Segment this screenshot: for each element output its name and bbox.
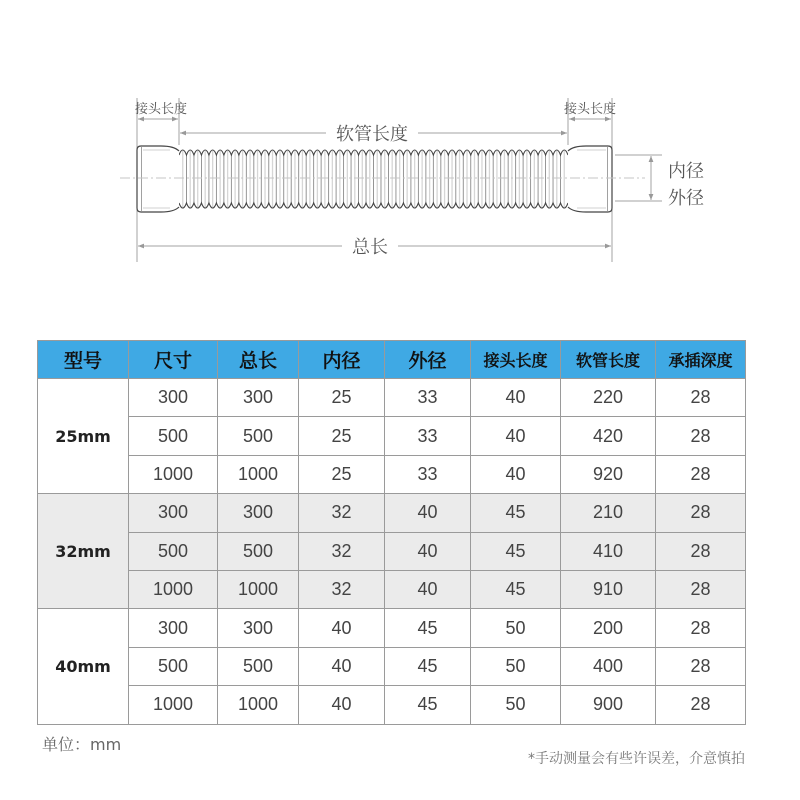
cell-inner-diameter: 32 bbox=[299, 570, 385, 608]
cell-inner-diameter: 40 bbox=[299, 609, 385, 647]
header-joint-length: 接头长度 bbox=[471, 341, 561, 379]
cell-size: 300 bbox=[129, 494, 218, 532]
cell-outer-diameter: 45 bbox=[385, 609, 471, 647]
unit-note: 单位：mm bbox=[42, 735, 122, 754]
cell-total-length: 300 bbox=[218, 609, 299, 647]
cell-socket-depth: 28 bbox=[656, 379, 746, 417]
cell-hose-length: 210 bbox=[561, 494, 656, 532]
cell-joint-length: 50 bbox=[471, 609, 561, 647]
header-hose-length: 软管长度 bbox=[561, 341, 656, 379]
cell-total-length: 500 bbox=[218, 417, 299, 455]
table-body bbox=[38, 379, 746, 725]
inner-diameter-label: 内径 bbox=[668, 161, 704, 182]
cell-inner-diameter: 40 bbox=[299, 647, 385, 685]
header-model: 型号 bbox=[38, 341, 129, 379]
cell-inner-diameter: 25 bbox=[299, 455, 385, 493]
cell-joint-length: 40 bbox=[471, 417, 561, 455]
cell-hose-length: 220 bbox=[561, 379, 656, 417]
header-outer-diameter: 外径 bbox=[385, 341, 471, 379]
cell-joint-length: 45 bbox=[471, 532, 561, 570]
outer-diameter-label: 外径 bbox=[668, 188, 704, 209]
cell-total-length: 1000 bbox=[218, 570, 299, 608]
table-row bbox=[38, 570, 746, 608]
cell-joint-length: 50 bbox=[471, 647, 561, 685]
table-header bbox=[38, 341, 746, 379]
cell-socket-depth: 28 bbox=[656, 570, 746, 608]
cell-size: 500 bbox=[129, 532, 218, 570]
cell-total-length: 300 bbox=[218, 379, 299, 417]
cell-hose-length: 920 bbox=[561, 455, 656, 493]
total-length-label: 总长 bbox=[352, 237, 388, 258]
cell-socket-depth: 28 bbox=[656, 647, 746, 685]
spec-table bbox=[37, 340, 746, 725]
cell-size: 300 bbox=[129, 379, 218, 417]
cell-total-length: 500 bbox=[218, 532, 299, 570]
cell-outer-diameter: 40 bbox=[385, 494, 471, 532]
cell-joint-length: 50 bbox=[471, 686, 561, 724]
left-connector bbox=[137, 146, 179, 212]
cell-outer-diameter: 33 bbox=[385, 455, 471, 493]
cell-inner-diameter: 25 bbox=[299, 379, 385, 417]
cell-socket-depth: 28 bbox=[656, 532, 746, 570]
cell-size: 1000 bbox=[129, 686, 218, 724]
cell-joint-length: 45 bbox=[471, 494, 561, 532]
header-socket-depth: 承插深度 bbox=[656, 341, 746, 379]
table-row bbox=[38, 609, 746, 647]
cell-outer-diameter: 40 bbox=[385, 532, 471, 570]
cell-inner-diameter: 32 bbox=[299, 494, 385, 532]
measurement-disclaimer: *手动测量会有些许误差，介意慎拍 bbox=[528, 751, 745, 767]
table-row bbox=[38, 417, 746, 455]
table-row bbox=[38, 379, 746, 417]
cell-socket-depth: 28 bbox=[656, 609, 746, 647]
cell-hose-length: 200 bbox=[561, 609, 656, 647]
cell-inner-diameter: 32 bbox=[299, 532, 385, 570]
table-row bbox=[38, 494, 746, 532]
left-joint-length-label: 接头长度 bbox=[134, 102, 188, 117]
cell-model: 25mm bbox=[38, 379, 129, 494]
right-joint-length-label: 接头长度 bbox=[563, 102, 617, 117]
table-row bbox=[38, 532, 746, 570]
cell-outer-diameter: 33 bbox=[385, 379, 471, 417]
cell-hose-length: 420 bbox=[561, 417, 656, 455]
cell-total-length: 300 bbox=[218, 494, 299, 532]
cell-model: 40mm bbox=[38, 609, 129, 724]
cell-hose-length: 400 bbox=[561, 647, 656, 685]
hose-length-label: 软管长度 bbox=[336, 124, 408, 145]
cell-inner-diameter: 40 bbox=[299, 686, 385, 724]
cell-outer-diameter: 33 bbox=[385, 417, 471, 455]
cell-outer-diameter: 40 bbox=[385, 570, 471, 608]
cell-size: 1000 bbox=[129, 570, 218, 608]
cell-outer-diameter: 45 bbox=[385, 647, 471, 685]
corrugated-hose-section bbox=[179, 150, 568, 208]
cell-total-length: 1000 bbox=[218, 455, 299, 493]
table-header-row bbox=[38, 341, 746, 379]
cell-hose-length: 900 bbox=[561, 686, 656, 724]
cell-size: 1000 bbox=[129, 455, 218, 493]
cell-hose-length: 410 bbox=[561, 532, 656, 570]
cell-total-length: 1000 bbox=[218, 686, 299, 724]
cell-joint-length: 45 bbox=[471, 570, 561, 608]
cell-hose-length: 910 bbox=[561, 570, 656, 608]
right-connector bbox=[568, 146, 612, 212]
cell-outer-diameter: 45 bbox=[385, 686, 471, 724]
cell-size: 500 bbox=[129, 647, 218, 685]
cell-inner-diameter: 25 bbox=[299, 417, 385, 455]
table-row bbox=[38, 647, 746, 685]
table-row bbox=[38, 455, 746, 493]
cell-size: 300 bbox=[129, 609, 218, 647]
cell-joint-length: 40 bbox=[471, 455, 561, 493]
cell-model: 32mm bbox=[38, 494, 129, 609]
table-row bbox=[38, 686, 746, 724]
cell-socket-depth: 28 bbox=[656, 494, 746, 532]
cell-size: 500 bbox=[129, 417, 218, 455]
cell-total-length: 500 bbox=[218, 647, 299, 685]
cell-socket-depth: 28 bbox=[656, 417, 746, 455]
cell-socket-depth: 28 bbox=[656, 686, 746, 724]
header-total-length: 总长 bbox=[218, 341, 299, 379]
header-size: 尺寸 bbox=[129, 341, 218, 379]
cell-socket-depth: 28 bbox=[656, 455, 746, 493]
header-inner-diameter: 内径 bbox=[299, 341, 385, 379]
cell-joint-length: 40 bbox=[471, 379, 561, 417]
hose-dimension-diagram bbox=[0, 0, 800, 300]
